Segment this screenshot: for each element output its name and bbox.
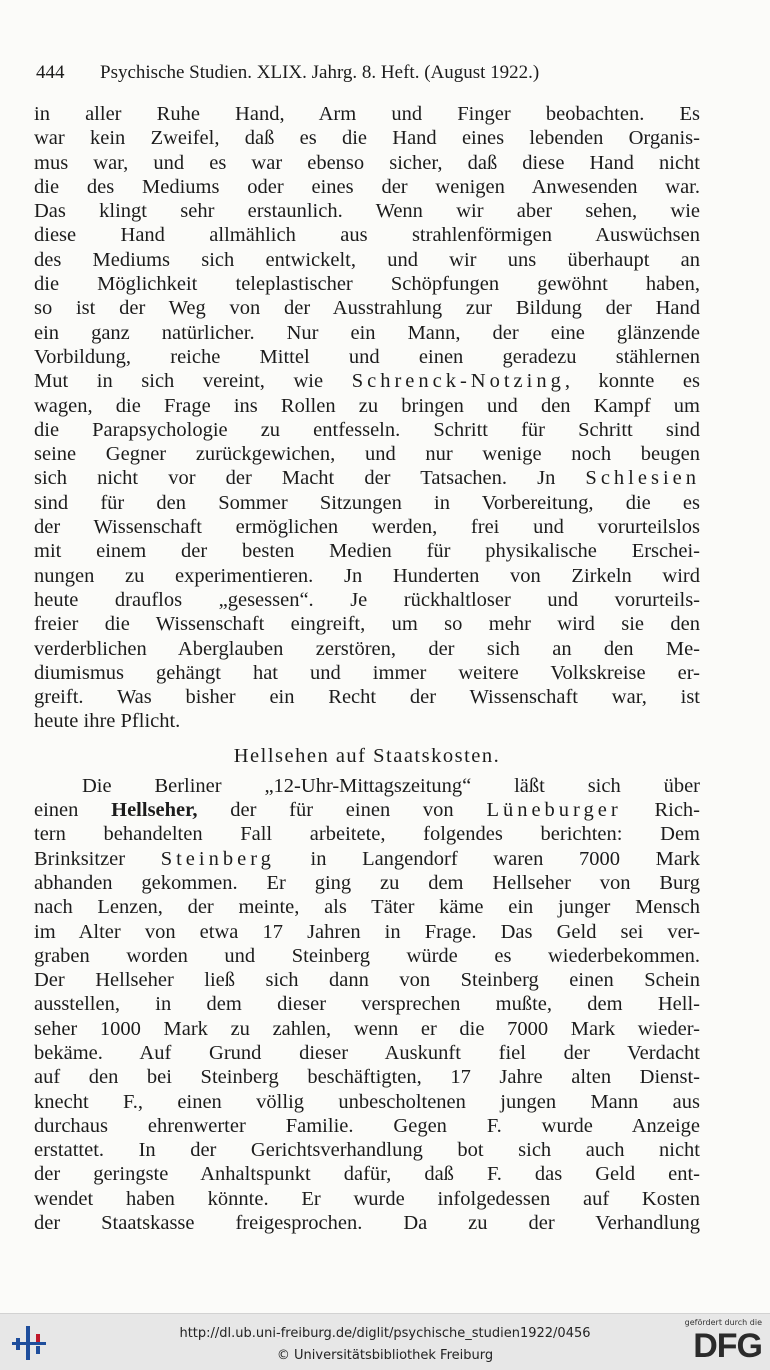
place-name: Schlesien: [585, 467, 700, 490]
text-line: graben worden und Steinberg würde es wiederbekommen.: [34, 944, 700, 967]
line-text: Rich-: [621, 799, 700, 822]
text-line: ausstellen, in dem dieser versprechen mußte, dem Hell-: [34, 993, 700, 1016]
dfg-caption: gefördert durch die: [684, 1318, 762, 1327]
text-line: der Wissenschaft ermöglichen werden, frei und vorurteilslos: [34, 516, 700, 539]
text-line: diese Hand allmählich aus strahlenförmigen Auswüchsen: [34, 224, 700, 247]
paragraph-1-cont: [34, 394, 700, 467]
paragraph-1: [34, 102, 700, 369]
text-line: Der Hellseher ließ sich dann von Steinberg einen Schein: [34, 969, 700, 992]
page-number: 444: [36, 62, 65, 83]
text-line: knecht F., einen völlig unbescholtenen jungen Mann aus: [34, 1090, 700, 1113]
text-line: seine Gegner zurückgewichen, und nur wenige noch beugen: [34, 443, 700, 466]
text-line: die Parapsychologie zu entfesseln. Schritt für Schritt sind: [34, 418, 700, 441]
text-line: seher 1000 Mark zu zahlen, wenn er die 7000 Mark wieder-: [34, 1017, 700, 1040]
article-body: [34, 102, 700, 1235]
line-text: Brinksitzer: [34, 847, 161, 870]
running-title: Psychische Studien. XLIX. Jahrg. 8. Heft. (August 1922.): [100, 62, 540, 83]
text-line: tern behandelten Fall arbeitete, folgendes berichten: Dem: [34, 823, 700, 846]
text-line: abhanden gekommen. Er ging zu dem Hellseher von Burg: [34, 871, 700, 894]
text-line: erstattet. In der Gerichtsverhandlung bot sich auch nicht: [34, 1139, 700, 1162]
line-text: der für einen von: [197, 799, 487, 822]
text-line: heute drauflos „gesessen“. Je rückhaltloser und vorurteils-: [34, 588, 700, 611]
text-line: der geringste Anhaltspunkt dafür, daß F. das Geld ent-: [34, 1163, 700, 1186]
text-line: des Mediums sich entwickelt, und wir uns überhaupt an: [34, 248, 700, 271]
text-line: durchaus ehrenwerter Familie. Gegen F. wurde Anzeige: [34, 1114, 700, 1137]
dfg-logo-icon: [674, 1318, 762, 1368]
text-line: in aller Ruhe Hand, Arm und Finger beobachten. Es: [34, 103, 700, 125]
text-line: nungen zu experimentieren. Jn Hunderten von Zirkeln wird: [34, 564, 700, 587]
person-name: Schrenck-Notzing: [351, 370, 565, 393]
text-line: wagen, die Frage ins Rollen zu bringen und den Kampf um: [34, 394, 700, 417]
text-line: die Möglichkeit teleplastischer Schöpfungen gewöhnt haben,: [34, 273, 700, 296]
line-text: in Langendorf waren 7000 Mark: [274, 847, 700, 870]
text-line-schrenck: [34, 369, 700, 393]
text-line: war kein Zweifel, daß es die Hand eines lebenden Organis-: [34, 127, 700, 150]
line-text: einen: [34, 799, 112, 822]
line-text: Mut in sich vereint, wie: [34, 370, 352, 393]
text-line: mus war, und es war ebenso sicher, daß diese Hand nicht: [34, 151, 700, 174]
text-line-hellseher: [34, 798, 700, 822]
text-line: verderblichen Aberglauben zerstören, der sich an den Me-: [34, 637, 700, 660]
text-line: mit einem der besten Medien für physikalische Erschei-: [34, 540, 700, 563]
place-name: Lüneburger: [486, 799, 622, 822]
line-text: sich nicht vor der Macht der Tatsachen. Jn: [34, 467, 586, 490]
paragraph-1-end: [34, 491, 700, 734]
text-line: diumismus gehängt hat und immer weitere Volkskreise er-: [34, 661, 700, 684]
text-line: sind für den Sommer Sitzungen in Vorbereitung, die es: [34, 491, 700, 514]
text-line: ein ganz natürlicher. Nur ein Mann, der eine glänzende: [34, 321, 700, 344]
text-line: bekäme. Auf Grund dieser Auskunft fiel der Verdacht: [34, 1041, 700, 1064]
text-line: wendet haben könnte. Er wurde infolgedessen auf Kosten: [34, 1187, 700, 1210]
bold-term: Hellseher,: [111, 799, 198, 822]
paragraph-2: [34, 871, 700, 1235]
text-line-schlesien: [34, 466, 700, 490]
text-line: auf den bei Steinberg beschäftigten, 17 Jahre alten Dienst-: [34, 1066, 700, 1089]
text-line: heute ihre Pflicht.: [34, 710, 181, 733]
document-url[interactable]: http://dl.ub.uni-freiburg.de/diglit/psychische_studien1922/0456: [179, 1326, 591, 1341]
dfg-mark: DFG: [693, 1327, 762, 1365]
viewer-footer: [0, 1313, 770, 1370]
running-head: [36, 60, 716, 86]
text-line: nach Lenzen, der meinte, als Täter käme ein junger Mensch: [34, 896, 700, 919]
line-text: , konnte es: [564, 370, 701, 393]
text-line-steinberg: [34, 847, 700, 871]
text-line: im Alter von etwa 17 Jahren in Frage. Das Geld sei ver-: [34, 920, 700, 943]
copyright-notice: © Universitätsbibliothek Freiburg: [276, 1348, 494, 1363]
text-line: der Staatskasse freigesprochen. Da zu der Verhandlung: [34, 1212, 700, 1235]
text-line: greift. Was bisher ein Recht der Wissenschaft war, ist: [34, 686, 700, 709]
text-line: Vorbildung, reiche Mittel und einen geradezu stählernen: [34, 345, 700, 368]
section-heading: Hellsehen auf Staatskosten.: [233, 744, 501, 767]
person-name: Steinberg: [160, 847, 275, 870]
text-line: die des Mediums oder eines der wenigen Anwesenden war.: [34, 175, 700, 198]
text-line: Das klingt sehr erstaunlich. Wenn wir aber sehen, wie: [34, 200, 700, 223]
text-line: freier die Wissenschaft eingreift, um so mehr wird sie den: [34, 613, 700, 636]
text-line: so ist der Weg von der Ausstrahlung zur Bildung der Hand: [34, 297, 700, 320]
text-line: Die Berliner „12-Uhr-Mittagszeitung“ läßt sich über: [82, 774, 700, 797]
